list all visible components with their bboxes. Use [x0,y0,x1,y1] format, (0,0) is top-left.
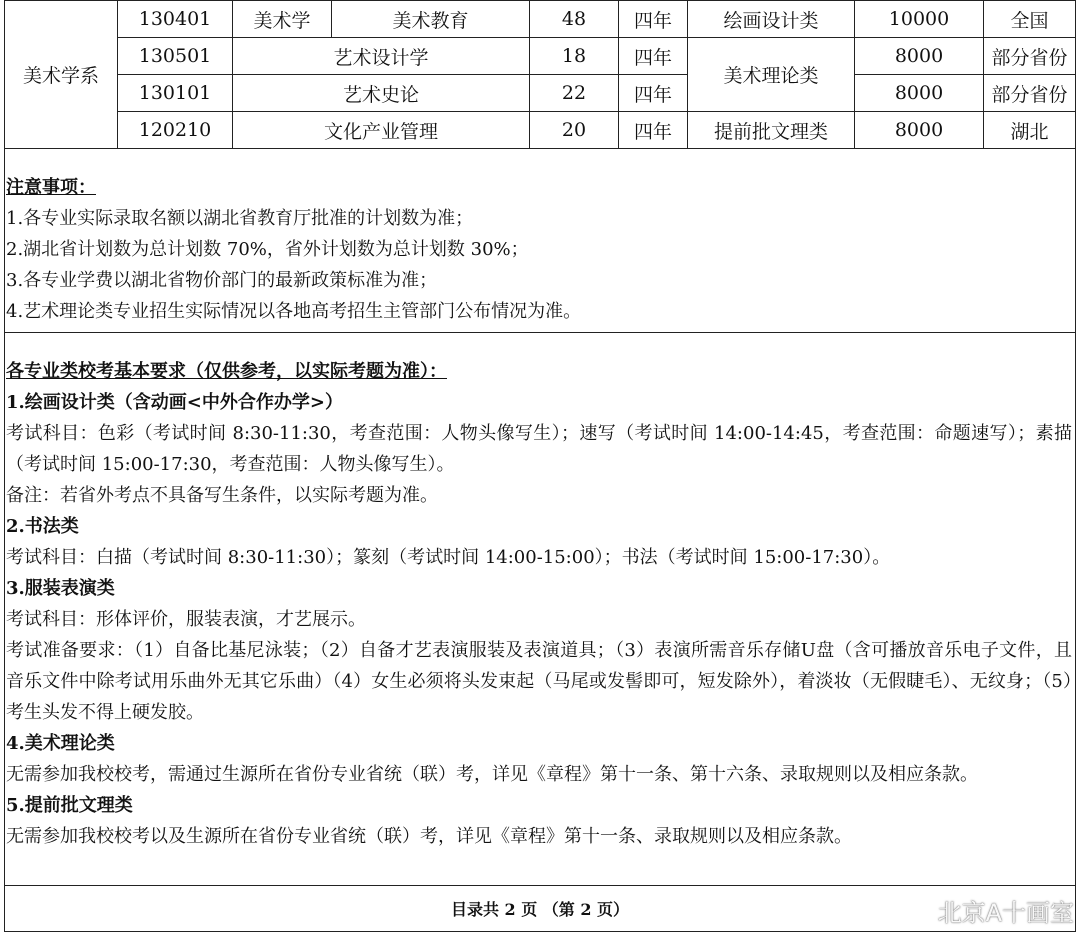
fee-cell: 8000 [855,38,984,75]
note-item: 2.湖北省计划数为总计划数 70%，省外计划数为总计划数 30%； [6,239,529,260]
category-cell: 提前批文理类 [688,112,855,149]
scope-cell: 部分省份 [984,38,1076,75]
section-heading: 5.提前批文理类 [6,795,133,816]
direction-cell: 美术教育 [332,1,530,38]
watermark [904,893,1074,928]
major-cell: 美术学 [233,1,332,38]
note-item: 1.各专业实际录取名额以湖北省教育厅批准的计划数为准； [6,208,474,229]
notes-section [6,172,1072,327]
fee-cell: 10000 [855,1,984,38]
years-cell: 四年 [619,75,688,112]
count-cell: 22 [530,75,619,112]
majors-table [4,0,1076,149]
major-cell: 艺术设计学 [233,38,530,75]
watermark-text: 北京A十画室 [937,899,1074,927]
requirements-title: 各专业类校考基本要求（仅供参考，以实际考题为准）： [6,361,447,382]
years-cell: 四年 [619,1,688,38]
major-cell: 艺术史论 [233,75,530,112]
section-text: 无需参加我校校考，需通过生源所在省份专业省统（联）考，详见《章程》第十一条、第十六条、录取规则以及相应条款。 [6,764,978,785]
code-cell: 130501 [118,38,233,75]
scope-cell: 全国 [984,1,1076,38]
notes-title: 注意事项： [6,177,96,198]
table-row [5,38,1076,75]
count-cell: 18 [530,38,619,75]
count-cell: 48 [530,1,619,38]
divider [4,332,1076,333]
section-heading: 4.美术理论类 [6,733,115,754]
count-cell: 20 [530,112,619,149]
category-cell: 绘画设计类 [688,1,855,38]
weibo-icon [904,898,934,924]
table-row [5,75,1076,112]
remark: 备注：若省外考点不具备写生条件，以实际考题为准。 [6,485,438,506]
note-item: 4.艺术理论类专业招生实际情况以各地高考招生主管部门公布情况为准。 [6,301,582,322]
exam-subjects: 考试科目：色彩（考试时间 8:30-11:30，考查范围：人物头像写生）；速写（考试时间 14:00-14:45，考查范围：命题速写）；素描（考试时间 15:00-17:30，考查范围：人物头像写生）。 [6,423,1072,475]
exam-subjects: 考试科目：形体评价，服装表演，才艺展示。 [6,609,366,630]
section-heading: 1.绘画设计类（含动画<中外合作办学>） [6,392,343,413]
scope-cell: 部分省份 [984,75,1076,112]
page-footer: 目录共 2 页 （第 2 页） [450,900,630,919]
divider [4,885,1076,886]
code-cell: 120210 [118,112,233,149]
table-row [5,1,1076,38]
major-cell: 文化产业管理 [233,112,530,149]
years-cell: 四年 [619,38,688,75]
note-item: 3.各专业学费以湖北省物价部门的最新政策标准为准； [6,270,438,291]
requirements-section [6,356,1072,852]
exam-subjects: 考试科目：白描（考试时间 8:30-11:30）；篆刻（考试时间 14:00-15:00）；书法（考试时间 15:00-17:30）。 [6,547,891,568]
table-row [5,112,1076,149]
years-cell: 四年 [619,112,688,149]
section-heading: 2.书法类 [6,516,79,537]
code-cell: 130401 [118,1,233,38]
section-heading: 3.服装表演类 [6,578,115,599]
category-cell: 美术理论类 [688,38,855,112]
dept-cell: 美术学系 [5,1,118,149]
fee-cell: 8000 [855,112,984,149]
section-text: 无需参加我校校考以及生源所在省份专业省统（联）考，详见《章程》第十一条、录取规则以及相应条款。 [6,826,852,847]
code-cell: 130101 [118,75,233,112]
scope-cell: 湖北 [984,112,1076,149]
exam-preparation: 考试准备要求：（1）自备比基尼泳装；（2）自备才艺表演服装及表演道具；（3）表演所需音乐存储U盘（含可播放音乐电子文件，且音乐文件中除考试用乐曲外无其它乐曲）（4）女生必须将头发束起（马尾或发髻即可，短发除外），着淡妆（无假睫毛）、无纹身；（5）考生头发不得上硬发胶。 [6,640,1072,723]
fee-cell: 8000 [855,75,984,112]
